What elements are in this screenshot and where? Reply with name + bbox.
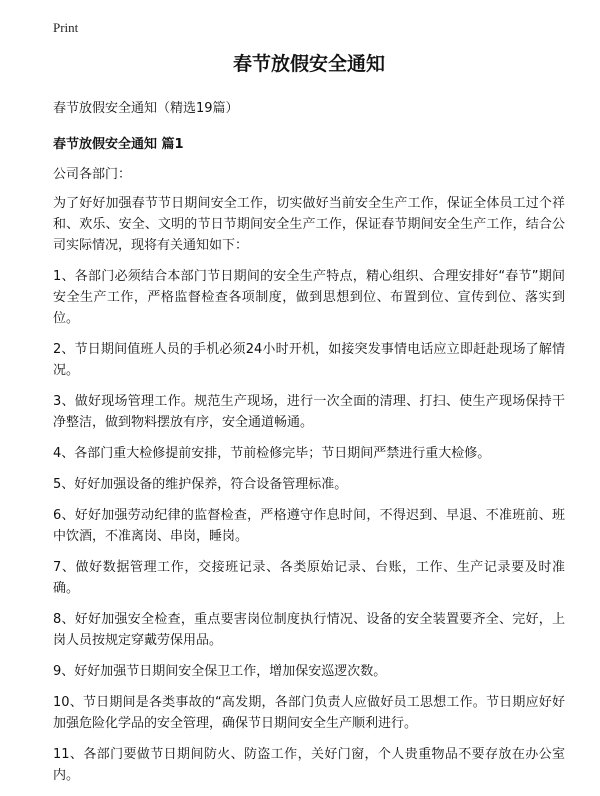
notice-item-5: 5、好好加强设备的维护保养，符合设备管理标准。 bbox=[53, 477, 348, 492]
document-title: 春节放假安全通知 bbox=[232, 53, 385, 75]
section-heading: 春节放假安全通知 篇1 bbox=[53, 137, 184, 152]
notice-item-6: 6、好好加强劳动纪律的监督检查，严格遵守作息时间，不得迟到、早退、不准班前、班中饮酒，不准离岗、串岗，睡岗。 bbox=[53, 508, 565, 544]
notice-item-4: 4、各部门重大检修提前安排，节前检修完毕；节日期间严禁进行重大检修。 bbox=[53, 446, 491, 461]
notice-item-7: 7、做好数据管理工作，交接班记录、各类原始记录、台账，工作、生产记录要及时准确。 bbox=[53, 560, 565, 596]
print-link[interactable]: Print bbox=[53, 20, 79, 35]
document-subtitle: 春节放假安全通知（精选19篇） bbox=[53, 101, 239, 116]
notice-item-9: 9、好好加强节日期间安全保卫工作，增加保安巡逻次数。 bbox=[53, 664, 387, 679]
greeting-paragraph: 公司各部门： bbox=[53, 167, 132, 182]
notice-item-1: 1、各部门必须结合本部门节日期间的安全生产特点，精心组织、合理安排好“春节”期间安全生产工作，严格监督检查各项制度，做到思想到位、布置到位、宣传到位、落实到位。 bbox=[53, 269, 565, 326]
notice-item-10: 10、节日期间是各类事故的“高发期，各部门负责人应做好员工思想工作。节日期应好好加强危险化学品的安全管理，确保节日期间安全生产顺利进行。 bbox=[53, 695, 565, 731]
intro-paragraph: 为了好好加强春节节日期间安全工作，切实做好当前安全生产工作，保证全体员工过个祥和、欢乐、安全、文明的节日节期间安全生产工作，保证春节期间安全生产工作，结合公司实际情况，现将有关通知如下： bbox=[53, 196, 565, 253]
notice-item-11: 11、各部门要做节日期间防火、防盗工作，关好门窗，个人贵重物品不要存放在办公室内。 bbox=[53, 747, 565, 783]
notice-item-3: 3、做好现场管理工作。规范生产现场，进行一次全面的清理、打扫、使生产现场保持干净整洁，做到物料摆放有序，安全通道畅通。 bbox=[53, 394, 565, 430]
notice-item-8: 8、好好加强安全检查，重点要害岗位制度执行情况、设备的安全装置要齐全、完好，上岗人员按规定穿戴劳保用品。 bbox=[53, 612, 565, 648]
notice-item-2: 2、节日期间值班人员的手机必须24小时开机，如接突发事情电话应立即赶赴现场了解情况。 bbox=[53, 342, 565, 378]
document-page bbox=[53, 50, 565, 796]
